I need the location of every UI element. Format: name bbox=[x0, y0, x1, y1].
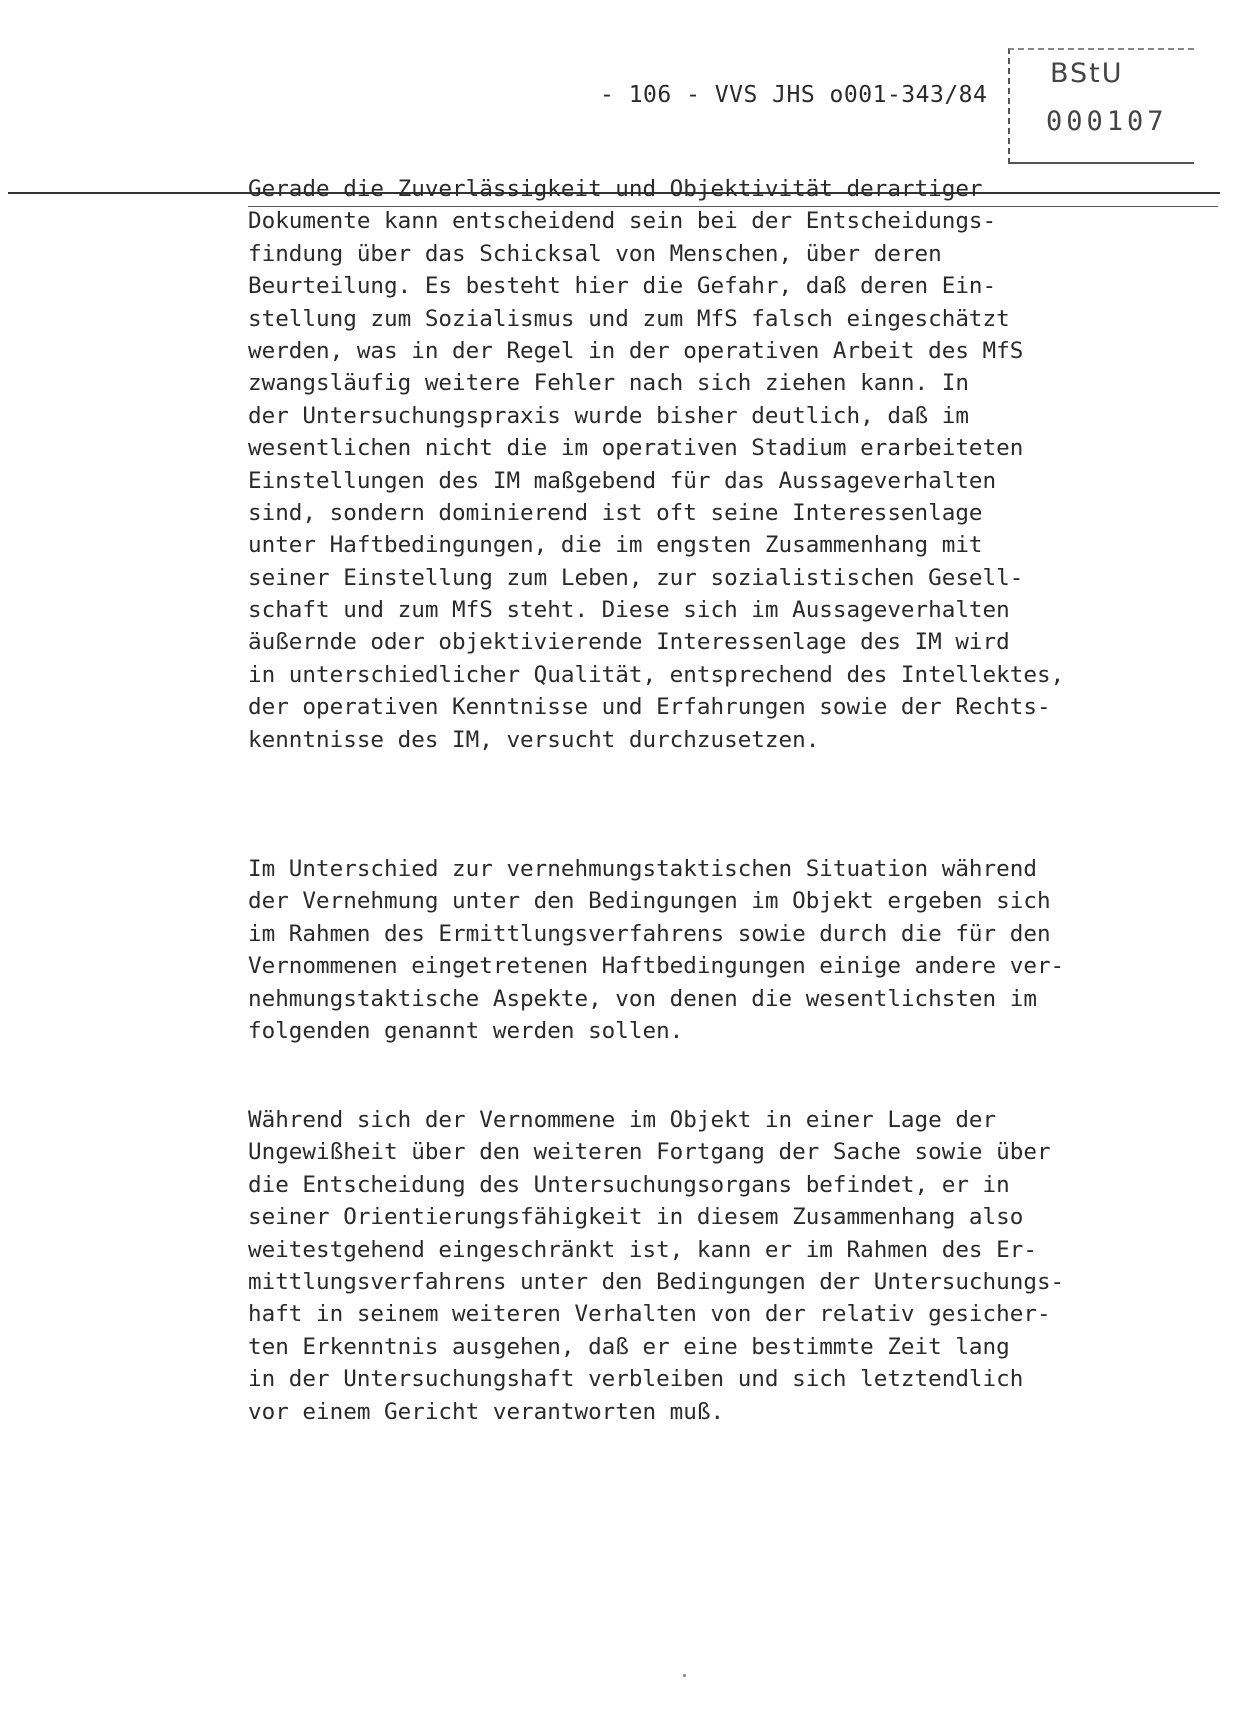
text-line: haft in seinem weiteren Verhalten von der relativ gesicher- bbox=[248, 1301, 1051, 1328]
text-line: äußernde oder objektivierende Interessenlage des IM wird bbox=[248, 629, 1010, 656]
paragraph-3 bbox=[248, 1104, 1228, 1428]
text-line: sind, sondern dominierend ist oft seine Interessenlage bbox=[248, 499, 983, 526]
text-line: stellung zum Sozialismus und zum MfS falsch eingeschätzt bbox=[248, 305, 1010, 332]
text-line: die Entscheidung des Untersuchungsorgans befindet, er in bbox=[248, 1171, 1010, 1198]
text-line: nehmungstaktische Aspekte, von denen die wesentlichsten im bbox=[248, 985, 1037, 1012]
text-line: Ungewißheit über den weiteren Fortgang der Sache sowie über bbox=[248, 1139, 1051, 1166]
page-header: - 106 - VVS JHS o001-343/84 bbox=[600, 82, 988, 108]
text-line: folgenden genannt werden sollen. bbox=[248, 1017, 684, 1044]
text-line: Beurteilung. Es besteht hier die Gefahr, daß deren Ein- bbox=[248, 273, 997, 300]
archive-stamp bbox=[1008, 48, 1194, 164]
text-line: werden, was in der Regel in der operativen Arbeit des MfS bbox=[248, 337, 1024, 364]
text-line: in der Untersuchungshaft verbleiben und sich letztendlich bbox=[248, 1366, 1024, 1393]
text-line: Vernommenen eingetretenen Haftbedingungen einige andere ver- bbox=[248, 953, 1065, 980]
top-rule-secondary bbox=[248, 206, 1218, 207]
text-line: mittlungsverfahrens unter den Bedingungen der Untersuchungs- bbox=[248, 1268, 1065, 1295]
text-line: kenntnisse des IM, versucht durchzusetzen. bbox=[248, 726, 820, 753]
scan-speck bbox=[683, 1674, 686, 1677]
paragraph-2 bbox=[248, 853, 1228, 1047]
text-line: zwangsläufig weitere Fehler nach sich ziehen kann. In bbox=[248, 370, 969, 397]
text-line: der operativen Kenntnisse und Erfahrungen sowie der Rechts- bbox=[248, 694, 1051, 721]
text-line: findung über das Schicksal von Menschen, über deren bbox=[248, 240, 942, 267]
text-line: Dokumente kann entscheidend sein bei der Entscheidungs- bbox=[248, 208, 997, 235]
text-line: vor einem Gericht verantworten muß. bbox=[248, 1398, 725, 1425]
text-line: seiner Einstellung zum Leben, zur sozialistischen Gesell- bbox=[248, 564, 1024, 591]
paragraph-1 bbox=[248, 173, 1228, 756]
stamp-number: 000107 bbox=[1046, 106, 1168, 137]
text-line: Gerade die Zuverlässigkeit und Objektivität derartiger bbox=[248, 176, 983, 202]
text-line: schaft und zum MfS steht. Diese sich im Aussageverhalten bbox=[248, 597, 1010, 624]
text-line: seiner Orientierungsfähigkeit in diesem Zusammenhang also bbox=[248, 1204, 1024, 1231]
text-line: der Untersuchungspraxis wurde bisher deutlich, daß im bbox=[248, 402, 969, 429]
text-line: ten Erkenntnis ausgehen, daß er eine bestimmte Zeit lang bbox=[248, 1333, 1010, 1360]
text-line: unter Haftbedingungen, die im engsten Zusammenhang mit bbox=[248, 532, 983, 559]
text-line: in unterschiedlicher Qualität, entsprechend des Intellektes, bbox=[248, 661, 1065, 688]
stamp-organization: BStU bbox=[1050, 58, 1124, 89]
text-line: im Rahmen des Ermittlungsverfahrens sowie durch die für den bbox=[248, 920, 1051, 947]
text-line: Während sich der Vernommene im Objekt in einer Lage der bbox=[248, 1107, 997, 1133]
text-line: Einstellungen des IM maßgebend für das Aussageverhalten bbox=[248, 467, 997, 494]
text-line: der Vernehmung unter den Bedingungen im Objekt ergeben sich bbox=[248, 888, 1051, 915]
text-line: weitestgehend eingeschränkt ist, kann er im Rahmen des Er- bbox=[248, 1236, 1037, 1263]
text-line: wesentlichen nicht die im operativen Stadium erarbeiteten bbox=[248, 435, 1024, 462]
text-line: Im Unterschied zur vernehmungstaktischen Situation während bbox=[248, 856, 1037, 882]
